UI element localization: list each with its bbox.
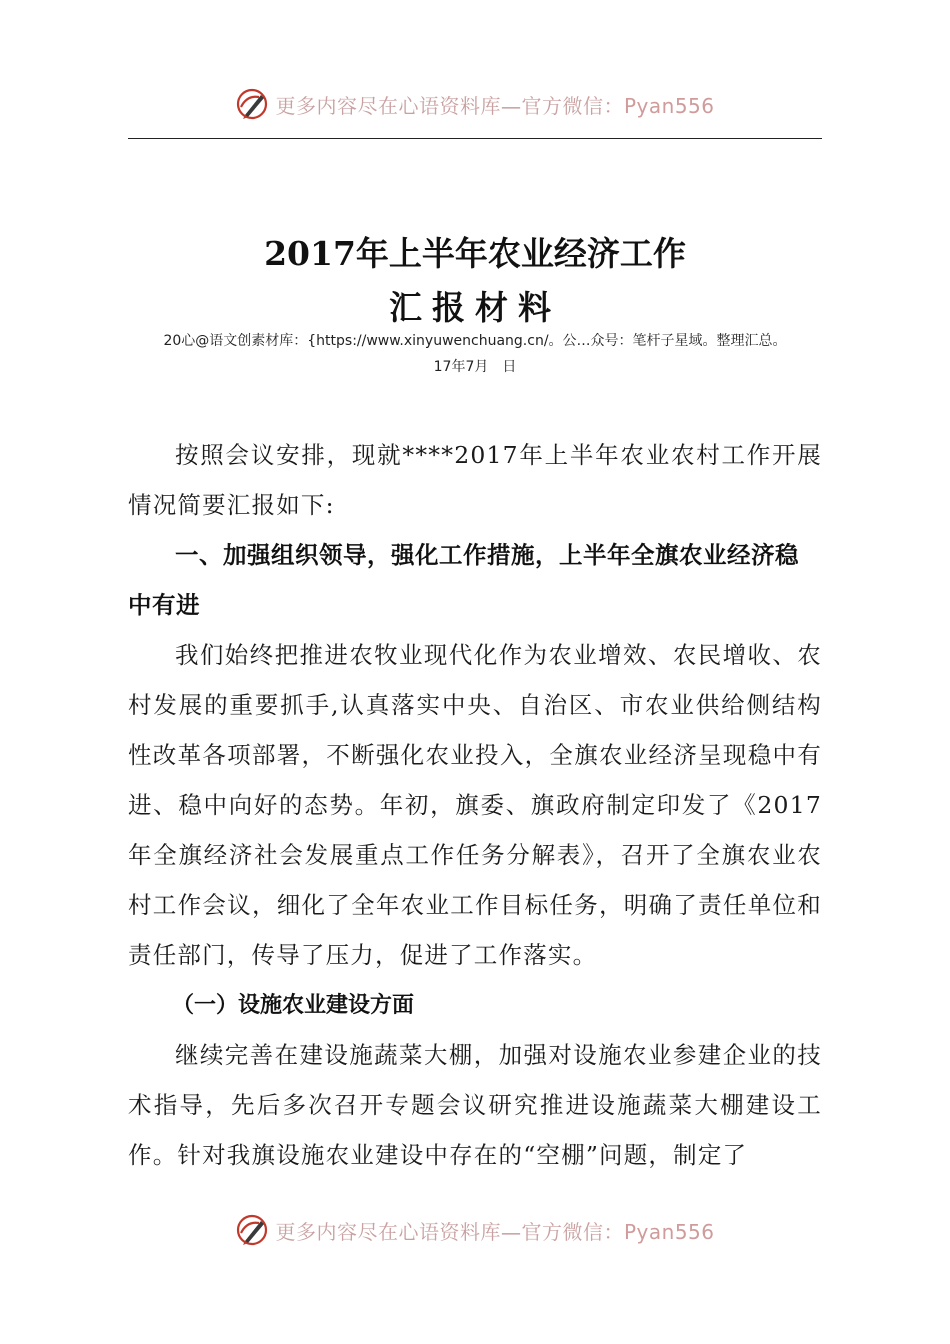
banner-separator: — <box>500 93 522 118</box>
document-body <box>128 430 822 1180</box>
footer-banner-text <box>275 1216 714 1245</box>
banner-text-official: 官方微信： <box>521 93 624 118</box>
intro-paragraph: 按照会议安排，现就****2017年上半年农业农村工作开展情况简要汇报如下: <box>128 441 822 519</box>
pen-logo-icon <box>235 1213 269 1247</box>
subsection-heading-1: （一）设施农业建设方面 <box>172 992 415 1018</box>
subsection-1-paragraph: 继续完善在建设施蔬菜大棚，加强对设施农业参建企业的技术指导，先后多次召开专题会议研究推进设施蔬菜大棚建设工作。针对我旗设施农业建设中存在的“空棚”问题，制定了 <box>128 1041 822 1169</box>
pen-logo-icon <box>235 87 269 121</box>
header-divider <box>128 138 822 139</box>
section-heading-1: 一、加强组织领导，强化工作措施，上半年全旗农业经济稳中有进 <box>128 541 799 619</box>
footer-banner <box>0 1208 950 1252</box>
footer-banner-separator: — <box>500 1219 522 1244</box>
section-1-paragraph: 我们始终把推进农牧业现代化作为农业增效、农民增收、农村发展的重要抓手,认真落实中央、自治区、市农业供给侧结构性改革各项部署，不断强化农业投入，全旗农业经济呈现稳中有进、稳中向好的态势。年初，旗委、旗政府制定印发了《2017年全旗经济社会发展重点工作任务分解表》，召开了全旗农业农村工作会议，细化了全年农业工作目标任务，明确了责任单位和责任部门，传导了压力，促进了工作落实。 <box>128 641 822 969</box>
document-source-note: 20心@语文创素材库：{https://www.xinyuwenchuang.cn/。公…众号：笔杆子星域。整理汇总。 <box>163 333 787 349</box>
document-date: 17年7月 日 <box>433 359 517 375</box>
footer-banner-text-official: 官方微信： <box>521 1219 624 1244</box>
footer-banner-text-main: 更多内容尽在心语资料库 <box>275 1219 501 1244</box>
document-title-line1: 2017年上半年农业经济工作 <box>264 234 686 273</box>
banner-wechat-id: Pyan556 <box>623 93 715 118</box>
document-title-line2: 汇报材料 <box>389 288 561 327</box>
banner-text-main: 更多内容尽在心语资料库 <box>275 93 501 118</box>
header-banner <box>0 82 950 126</box>
footer-banner-wechat-id: Pyan556 <box>623 1219 715 1244</box>
banner-text <box>275 90 714 119</box>
